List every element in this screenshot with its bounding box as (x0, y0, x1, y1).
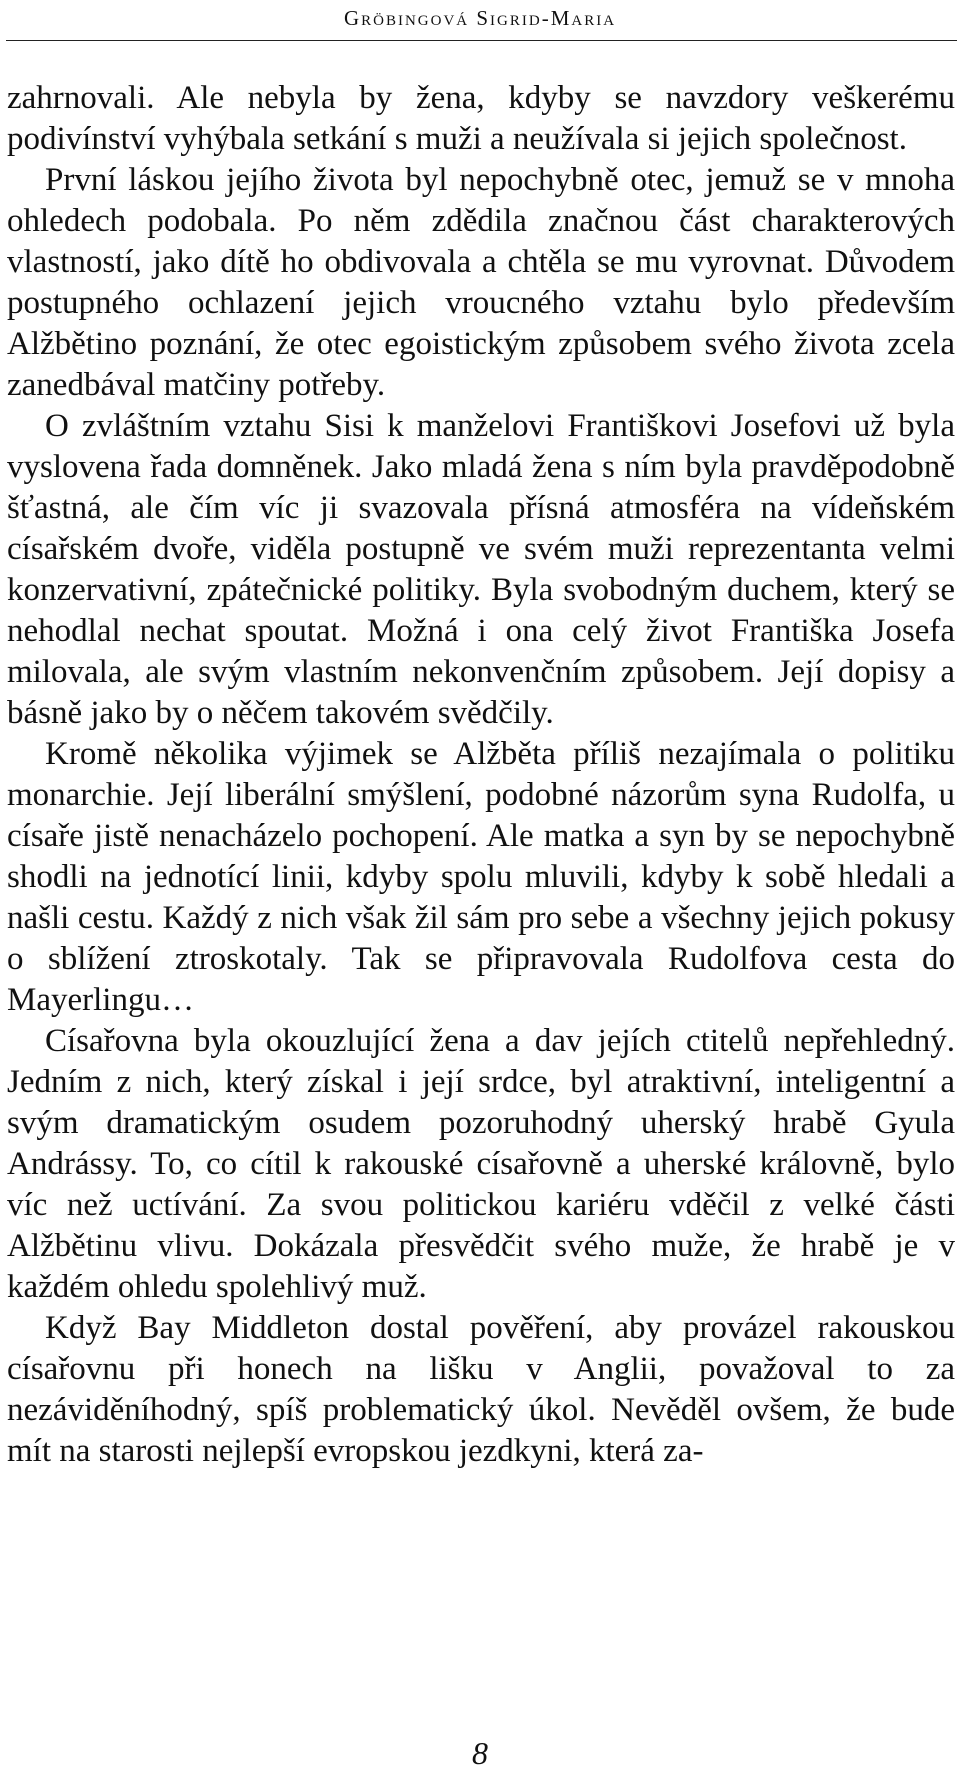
paragraph: O zvláštním vztahu Sisi k manželovi Františkovi Josefovi už byla vyslovena řada domněnek. Jako mladá žena s ním byla pravděpodobně šťastná, ale čím víc ji svazovala přísná atmosféra na vídeňském císařském dvoře, viděla postupně ve svém muži reprezentanta velmi konzervativní, zpátečnické politiky. Byla svobodným duchem, který se nehodlal nechat spoutat. Možná i ona celý život Františka Josefa milovala, ale svým vlastním nekonvenčním způsobem. Její dopisy a básně jako by o něčem takovém svědčily. (7, 408, 955, 731)
paragraph: Když Bay Middleton dostal pověření, aby provázel rakouskou císařovnu při honech na lišku v Anglii, považoval to za nezáviděníhodný, spíš problematický úkol. Nevěděl ovšem, že bude mít na starosti nejlepší evropskou jezdkyni, která za- (7, 1310, 955, 1469)
paragraph-continuation: zahrnovali. Ale nebyla by žena, kdyby se navzdory veškerému podivínství vyhýbala setkání s muži a neužívala si jejich společnost. (7, 80, 955, 157)
body-text (7, 78, 955, 1472)
paragraph: Kromě několika výjimek se Alžběta příliš nezajímala o politiku monarchie. Její liberální smýšlení, podobné názorům syna Rudolfa, u císaře jistě nenacházelo pochopení. Ale matka a syn by se nepochybně shodli na jednotící linii, kdyby spolu mluvili, kdyby k sobě hledali a našli cestu. Každý z nich však žil sám pro sebe a všechny jejich pokusy o sblížení ztroskotaly. Tak se připravovala Rudolfova cesta do Mayerlingu… (7, 736, 955, 1018)
running-header: Gröbingová Sigrid-Maria (343, 6, 617, 30)
paragraph: Císařovna byla okouzlující žena a dav jejích ctitelů nepřehledný. Jedním z nich, který získal i její srdce, byl atraktivní, inteligentní a svým dramatickým osudem pozoruhodný uherský hrabě Gyula Andrássy. To, co cítil k rakouské císařovně a uherské královně, bylo víc než uctívání. Za svou politickou kariéru vděčil z velké části Alžbětinu vlivu. Dokázala přesvědčit svého muže, že hrabě je v každém ohledu spolehlivý muž. (7, 1023, 955, 1305)
header-rule (6, 40, 957, 41)
page-number: 8 (472, 1735, 488, 1771)
paragraph: První láskou jejího života byl nepochybně otec, jemuž se v mnoha ohledech podobala. Po něm zdědila značnou část charakterových vlastností, jako dítě ho obdivovala a chtěla se mu vyrovnat. Důvodem postupného ochlazení jejich vroucného vztahu bylo především Alžbětino poznání, že otec egoistickým způsobem svého života zcela zanedbával matčiny potřeby. (7, 162, 955, 403)
